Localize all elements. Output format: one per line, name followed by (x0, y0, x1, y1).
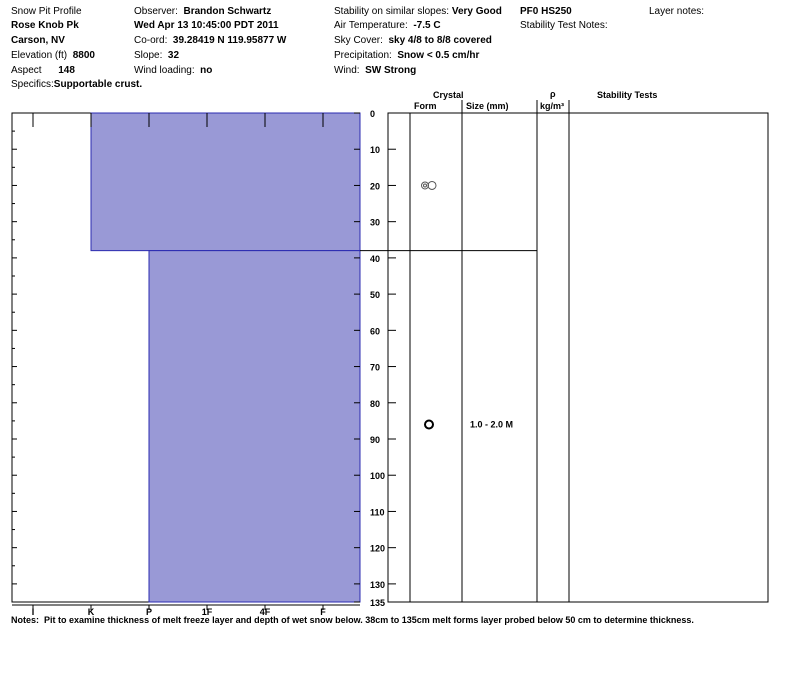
layer-table-frame (388, 113, 768, 602)
stability-tests-header: Stability Tests (597, 90, 658, 100)
hardness-layer-2 (149, 251, 360, 602)
melt-freeze-icon (424, 184, 427, 187)
wind-loading: Wind loading: no (134, 65, 213, 76)
hardness-tick-label: I (31, 607, 35, 617)
hardness-plot (12, 113, 360, 602)
depth-tick-label: 135 (370, 598, 386, 608)
form-header: Form (414, 101, 437, 111)
sky-cover: Sky Cover: sky 4/8 to 8/8 covered (334, 35, 492, 46)
layer-table (360, 100, 768, 602)
depth-tick-label: 110 (370, 507, 385, 518)
air-temperature: Air Temperature: -7.5 C (334, 20, 441, 31)
crystal-header: Crystal (433, 90, 464, 100)
density-units: kg/m³ (540, 101, 565, 111)
observation-datetime: Wed Apr 13 10:45:00 PDT 2011 (134, 20, 279, 31)
slope: Slope: 32 (134, 50, 180, 61)
depth-tick-label: 130 (370, 579, 386, 590)
depth-tick-label: 100 (370, 471, 386, 482)
coordinates: Co-ord: 39.28419 N 119.95877 W (134, 35, 287, 46)
elevation: Elevation (ft) 8800 (11, 50, 95, 61)
stability-similar-slopes: Stability on similar slopes: Very Good (334, 6, 502, 17)
precipitation: Precipitation: Snow < 0.5 cm/hr (334, 50, 480, 61)
hardness-tick-label: 1F (201, 607, 213, 617)
density-header: ρ (550, 89, 556, 99)
crystal-size-label: 1.0 - 2.0 M (470, 419, 514, 430)
layer-notes-label: Layer notes: (649, 6, 705, 17)
wind: Wind: SW Strong (334, 65, 417, 76)
depth-tick-label: 50 (370, 290, 381, 301)
area-name: Carson, NV (11, 35, 65, 46)
depth-tick-label: 80 (370, 398, 381, 409)
hardness-tick-label: K (87, 607, 95, 617)
location-name: Rose Knob Pk (11, 20, 79, 31)
depth-tick-label: 20 (370, 181, 381, 192)
specifics: Specifics:Supportable crust. (11, 79, 143, 90)
aspect: Aspect 148 (11, 65, 75, 76)
size-header: Size (mm) (466, 101, 509, 111)
melt-freeze-icon (422, 182, 429, 189)
hardness-tick-label: F (320, 607, 326, 617)
depth-tick-label: 0 (370, 109, 376, 119)
depth-tick-label: 90 (370, 435, 381, 445)
melt-freeze-icon (428, 181, 436, 189)
observer: Observer: Brandon Schwartz (134, 6, 272, 17)
depth-tick-label: 30 (370, 217, 381, 228)
depth-tick-label: 40 (370, 253, 381, 264)
pit-notes: Notes: Pit to examine thickness of melt freeze layer and depth of wet snow below. 38cm to 135cm melt forms layer probed below 50 cm to determine thickness. (11, 615, 694, 625)
rounded-grain-icon (425, 421, 433, 429)
hardness-tick-label: 4F (259, 607, 271, 617)
hardness-layer-1 (91, 113, 360, 251)
pit-title: Snow Pit Profile (11, 6, 82, 17)
depth-tick-label: 120 (370, 543, 386, 554)
depth-tick-label: 70 (370, 362, 381, 373)
stability-test-notes-label: Stability Test Notes: (520, 20, 608, 31)
depth-tick-label: 60 (370, 326, 381, 337)
hardness-tick-label: P (145, 607, 153, 617)
depth-tick-label: 10 (370, 145, 381, 156)
pf-hs: PF0 HS250 (520, 6, 572, 17)
crystal-column (422, 181, 514, 429)
